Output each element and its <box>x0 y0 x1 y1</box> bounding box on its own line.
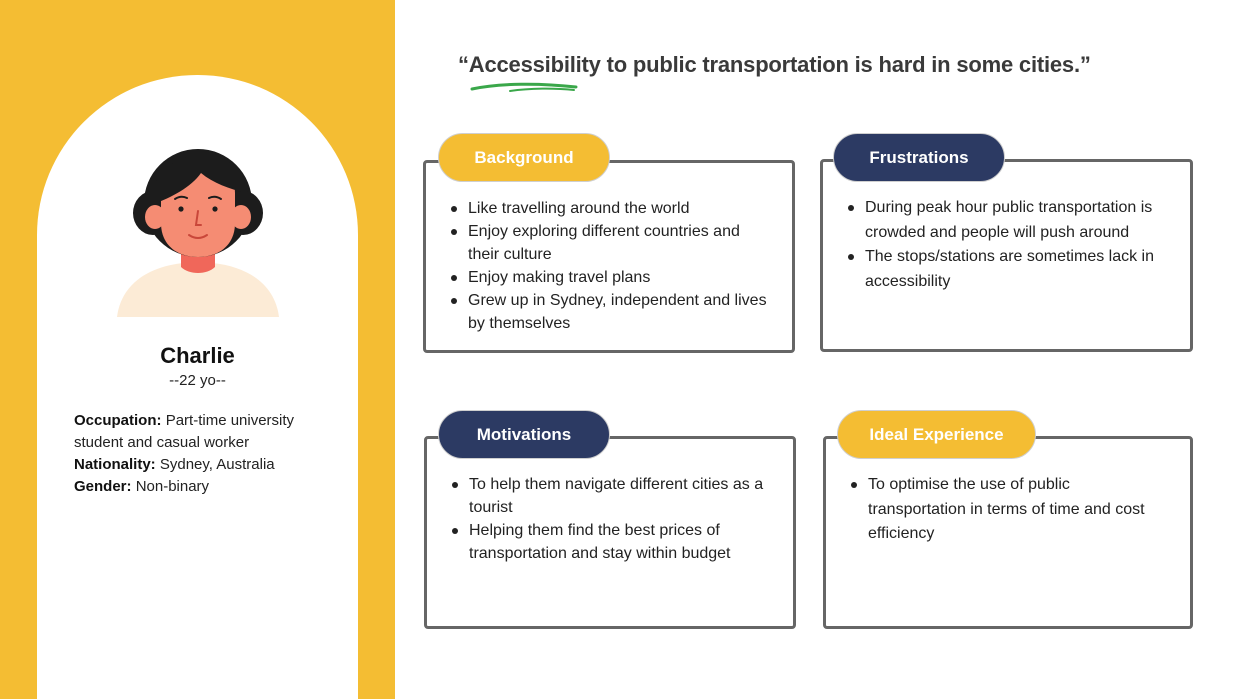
frustrations-heading: Frustrations <box>833 133 1005 182</box>
background-heading: Background <box>438 133 610 182</box>
list-item: To help them navigate different cities as a tourist <box>449 473 773 519</box>
nationality-label: Nationality: <box>74 456 156 473</box>
list-item: Enjoy exploring different countries and their culture <box>448 220 772 266</box>
persona-name: Charlie <box>160 343 235 368</box>
gender-row <box>74 476 344 498</box>
background-list <box>448 197 772 335</box>
persona-quote: “Accessibility to public transportation is hard in some cities.” <box>458 52 1091 77</box>
ideal-experience-list <box>848 473 1160 547</box>
list-item: The stops/stations are sometimes lack in accessibility <box>845 245 1154 294</box>
list-item: Enjoy making travel plans <box>448 266 772 289</box>
list-item: To optimise the use of public transportation in terms of time and cost efficiency <box>848 473 1160 547</box>
gender-label: Gender: <box>74 478 132 495</box>
nationality-row <box>74 454 344 476</box>
frustrations-box <box>820 159 1193 352</box>
list-item: Grew up in Sydney, independent and lives by themselves <box>448 289 772 335</box>
ideal-experience-box <box>823 436 1193 629</box>
ideal-experience-heading: Ideal Experience <box>837 410 1036 459</box>
list-item: During peak hour public transportation is crowded and people will push around <box>845 196 1154 245</box>
occupation-value: Part-time university student and casual worker <box>74 412 295 451</box>
motivations-box <box>424 436 796 629</box>
occupation-row <box>74 410 344 454</box>
background-box <box>423 160 795 353</box>
frustrations-list <box>845 196 1154 294</box>
nationality-value: Sydney, Australia <box>159 456 275 473</box>
persona-age: --22 yo-- <box>169 372 226 389</box>
motivations-list <box>449 473 773 565</box>
person-avatar-icon <box>117 145 279 317</box>
quote-block <box>458 52 1091 78</box>
persona-details <box>74 410 344 498</box>
underline-stroke-icon <box>470 80 580 94</box>
list-item: Like travelling around the world <box>448 197 772 220</box>
profile-card <box>37 75 358 699</box>
occupation-label: Occupation: <box>74 412 162 429</box>
motivations-heading: Motivations <box>438 410 610 459</box>
list-item: Helping them find the best prices of transportation and stay within budget <box>449 519 773 565</box>
gender-value: Non-binary <box>135 478 210 495</box>
